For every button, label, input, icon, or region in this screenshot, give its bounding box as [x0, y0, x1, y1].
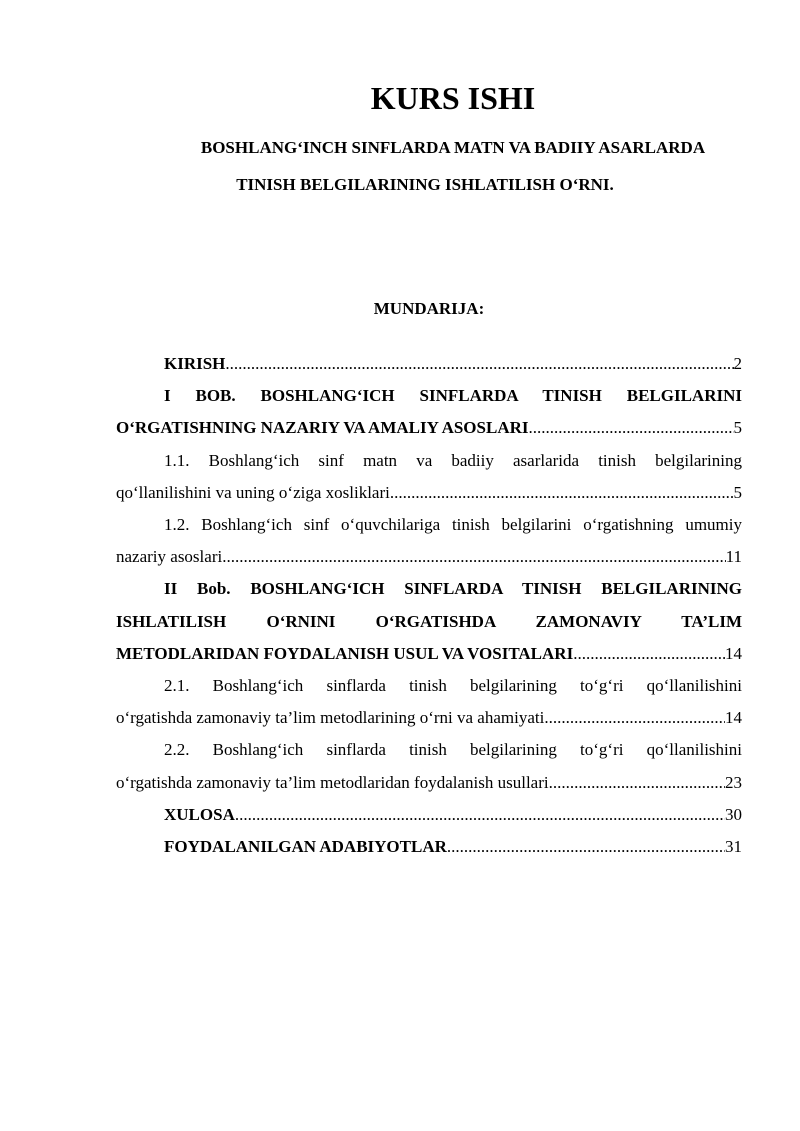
dot-leader: [544, 702, 725, 734]
table-of-contents: [116, 348, 742, 863]
toc-entry-kirish[interactable]: [116, 348, 742, 380]
toc-entry-line: nazariy asoslari: [116, 547, 223, 567]
document-subtitle-line2: TINISH BELGILARINING ISHLATILISH O‘RNI.: [236, 175, 614, 194]
toc-entry-line: o‘rgatishda zamonaviy ta’lim metodlarining o‘rni va ahamiyati: [116, 708, 545, 728]
toc-entry-2-1[interactable]: [116, 670, 742, 734]
toc-entry-line: 2.2. Boshlang‘ich sinflarda tinish belgilarining to‘g‘ri qo‘llanilishini: [164, 740, 742, 760]
dot-leader: [390, 477, 734, 509]
toc-entry-adabiyotlar[interactable]: [116, 831, 742, 863]
toc-entry-line: I BOB. BOSHLANG‘ICH SINFLARDA TINISH BELGILARINI: [164, 386, 742, 406]
dot-leader: [447, 831, 725, 863]
toc-page-number: 11: [725, 547, 742, 567]
toc-entry-line: 1.2. Boshlang‘ich sinf o‘quvchilariga tinish belgilarini o‘rgatishning umumiy: [164, 515, 742, 535]
toc-entry-line: 1.1. Boshlang‘ich sinf matn va badiiy asarlarida tinish belgilarining: [164, 450, 742, 470]
toc-entry-1-2[interactable]: [116, 509, 742, 573]
toc-page-number: 5: [733, 418, 742, 438]
dot-leader: [235, 799, 725, 831]
toc-entry-line: METODLARIDAN FOYDALANISH USUL VA VOSITALARI: [116, 643, 574, 663]
toc-entry-bob1[interactable]: [116, 380, 742, 444]
dot-leader: [573, 638, 725, 670]
toc-page-number: 23: [725, 772, 742, 792]
toc-entry-2-2[interactable]: [116, 734, 742, 798]
dot-leader: [222, 541, 725, 573]
toc-entry-line: II Bob. BOSHLANG‘ICH SINFLARDA TINISH BELGILARINING: [164, 579, 742, 599]
toc-entry-1-1[interactable]: [116, 445, 742, 509]
toc-page-number: 2: [733, 354, 742, 373]
dot-leader: [529, 412, 734, 444]
document-subtitle-line1: BOSHLANG‘INCH SINFLARDA MATN VA BADIIY ASARLARDA: [200, 138, 706, 157]
toc-page-number: 5: [733, 482, 742, 502]
toc-entry-text: FOYDALANILGAN ADABIYOTLAR: [164, 837, 447, 857]
toc-entry-bob2[interactable]: [116, 573, 742, 670]
document-title: KURS ISHI: [370, 80, 536, 116]
dot-leader: [549, 767, 725, 799]
toc-entry-xulosa[interactable]: [116, 799, 742, 831]
toc-entry-text: XULOSA: [164, 804, 235, 824]
toc-entry-line: O‘RGATISHNING NAZARIY VA AMALIY ASOSLARI: [116, 418, 529, 438]
toc-page-number: 30: [725, 804, 742, 824]
toc-entry-text: KIRISH: [164, 354, 226, 373]
toc-heading: MUNDARIJA:: [373, 299, 485, 318]
toc-entry-line: o‘rgatishda zamonaviy ta’lim metodlaridan foydalanish usullari: [116, 772, 549, 792]
toc-entry-line: 2.1. Boshlang‘ich sinflarda tinish belgilarining to‘g‘ri qo‘llanilishini: [164, 676, 742, 696]
toc-page-number: 14: [725, 708, 742, 728]
dot-leader: [225, 348, 733, 380]
toc-entry-line: qo‘llanilishini va uning o‘ziga xosliklari: [116, 482, 390, 502]
toc-page-number: 31: [725, 837, 742, 857]
toc-entry-line: ISHLATILISH O‘RNINI O‘RGATISHDA ZAMONAVIY TA’LIM: [116, 611, 742, 631]
toc-page-number: 14: [725, 643, 742, 663]
